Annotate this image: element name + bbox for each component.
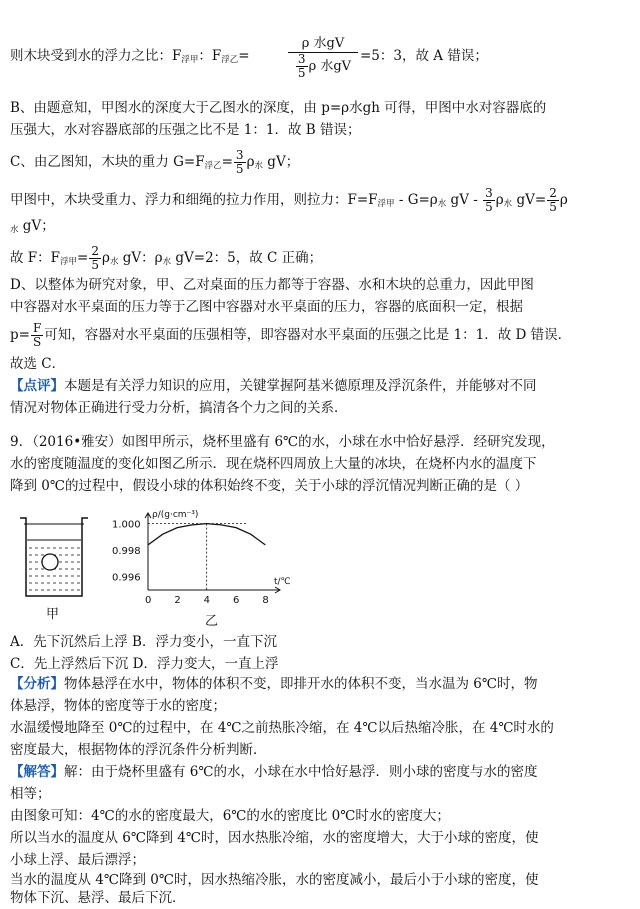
line-c-1: C、由乙图知，木块的重力 $G=F_{浮乙}=$ $\frac{3}{5}$ $\rho_水$ gV； [10, 148, 300, 176]
line-d-2: 中容器对水平桌面的压力等于乙图中容器对水平桌面的压力，容器的底面积一定，根据 [10, 299, 523, 315]
solution-6: 当水的温度从 4℃降到 0℃时，因水热缩冷胀，水的密度减小，最后小于小球的密度，使 [10, 872, 539, 888]
x-tick-label: 4 [203, 595, 211, 606]
fraction-numerator: ρ 水gV [288, 36, 358, 53]
y-tick-label: 0.998 [112, 546, 141, 558]
solution-5: 小球上浮、最后漂浮； [10, 852, 145, 868]
text: ：F [198, 48, 222, 64]
solution-tag: 【解答】 [10, 764, 64, 780]
figure-jia-label: 甲 [46, 607, 60, 622]
beaker-figure [12, 510, 102, 625]
solution-3: 由图象可知：4℃的水的密度最大，6℃的水的密度比 0℃时水的密度大； [10, 808, 450, 824]
analysis-1: 【分析】物体悬浮在水中，物体的体积不变，即排开水的体积不变，当水温为 6℃时，物 [10, 676, 538, 692]
small-fraction: $\frac{3}{5}$ [297, 52, 306, 80]
x-tick-label: 2 [174, 595, 181, 606]
y-tick-label: 1.000 [112, 519, 141, 531]
line-d-1: D、以整体为研究对象，甲、乙对桌面的压力都等于容器、水和木块的总重力，因此甲图 [10, 277, 534, 293]
options-a-b: A．先下沉然后上浮 B．浮力变小，一直下沉 [10, 634, 277, 650]
line-comment-1: 【点评】本题是有关浮力知识的应用，关键掌握阿基米德原理及浮沉条件，并能够对不同 [10, 378, 537, 394]
y-tick-label: 0.996 [112, 572, 141, 584]
line-b-1: B、由题意知，甲图水的深度大于乙图水的深度，由 p=ρ水gh 可得，甲图中水对容器底的 [10, 100, 547, 116]
fraction: $\frac{2}{5}$ [549, 186, 557, 214]
question-9-line-3: 降到 0℃的过程中，假设小球的体积始终不变，关于小球的浮沉情况判断正确的是（ ） [10, 478, 529, 494]
analysis-2: 体悬浮，物体的密度等于水的密度； [10, 698, 226, 714]
x-tick-label: 6 [233, 595, 240, 606]
y-axis-label: ρ/(g·cm⁻³) [152, 510, 199, 520]
question-9-line-1: 9．（2016•雅安）如图甲所示，烧杯里盛有 6℃的水，小球在水中恰好悬浮．经研究发现， [10, 434, 555, 450]
subscript: 浮乙 [221, 55, 239, 65]
figure-yi-label: 乙 [205, 614, 219, 629]
line-answer-c: 故选 C． [10, 356, 66, 372]
line-buoyancy-ratio-end: =5：3，故 A 错误； [360, 48, 488, 64]
fraction-denominator: $\frac{3}{5}$ ρ 水gV [297, 52, 352, 80]
line-tension: 甲图中，木块受重力、浮力和细绳的拉力作用，则拉力：$F=F_{浮甲} - G=\rho_水$ gV - $\frac{3}{5}$ $\rho_水$ gV= $\frac{2}{5}$ ρ [10, 186, 568, 214]
line-comment-2: 情况对物体正确进行受力分析，搞清各个力之间的关系． [10, 400, 348, 416]
line-d-3: p= $\frac{F}{S}$ 可知，容器对水平桌面的压强相等，即容器对水平桌面的压强之比是 1：1．故 D 错误． [10, 321, 572, 349]
comment-tag: 【点评】 [10, 378, 64, 394]
big-fraction [288, 36, 358, 80]
solution-2: 相等； [10, 786, 51, 802]
subscript: 浮甲 [181, 55, 199, 65]
line-tension-end: $_水$ gV； [10, 218, 55, 235]
density-chart [110, 505, 310, 630]
density-curve [148, 524, 265, 545]
line-buoyancy-ratio [10, 47, 250, 69]
analysis-tag: 【分析】 [10, 676, 64, 692]
fraction: $\frac{F}{S}$ [32, 321, 42, 349]
line-c-conclusion: 故 F：$F_{浮甲}=$ $\frac{2}{5}$ $\rho_水$ gV：$\rho_水$ gV=2：5，故 C 正确； [10, 244, 323, 272]
x-tick-label: 0 [145, 595, 152, 606]
fraction: $\frac{3}{5}$ [235, 148, 244, 176]
analysis-3: 水温缓慢地降至 0℃的过程中，在 4℃之前热胀冷缩，在 4℃以后热缩冷胀，在 4℃时水的 [10, 720, 554, 736]
beaker-icon [20, 518, 88, 596]
question-9-line-2: 水的密度随温度的变化如图乙所示．现在烧杯四周放上大量的冰块，在烧杯内水的温度下 [10, 456, 537, 472]
text: = [238, 48, 250, 64]
fraction: $\frac{3}{5}$ [485, 186, 493, 214]
solution-1: 【解答】解：由于烧杯里盛有 6℃的水，小球在水中恰好悬浮．则小球的密度与水的密度 [10, 764, 538, 780]
solution-4: 所以当水的温度从 6℃降到 4℃时，因水热胀冷缩，水的密度增大，大于小球的密度，使 [10, 830, 539, 846]
text: 则木块受到水的浮力之比：F [10, 48, 182, 64]
solution-7: 物体下沉、悬浮、最后下沉． [10, 890, 186, 906]
fraction: $\frac{2}{5}$ [91, 244, 99, 272]
options-c-d: C．先上浮然后下沉 D．浮力变大，一直上浮 [10, 656, 279, 672]
ball [42, 554, 58, 570]
analysis-4: 密度最大，根据物体的浮沉条件分析判断． [10, 742, 267, 758]
line-b-2: 压强大，水对容器底部的压强之比不是 1：1．故 B 错误； [10, 122, 361, 138]
x-tick-label: 8 [262, 595, 269, 606]
x-axis-label: t/℃ [274, 577, 291, 587]
